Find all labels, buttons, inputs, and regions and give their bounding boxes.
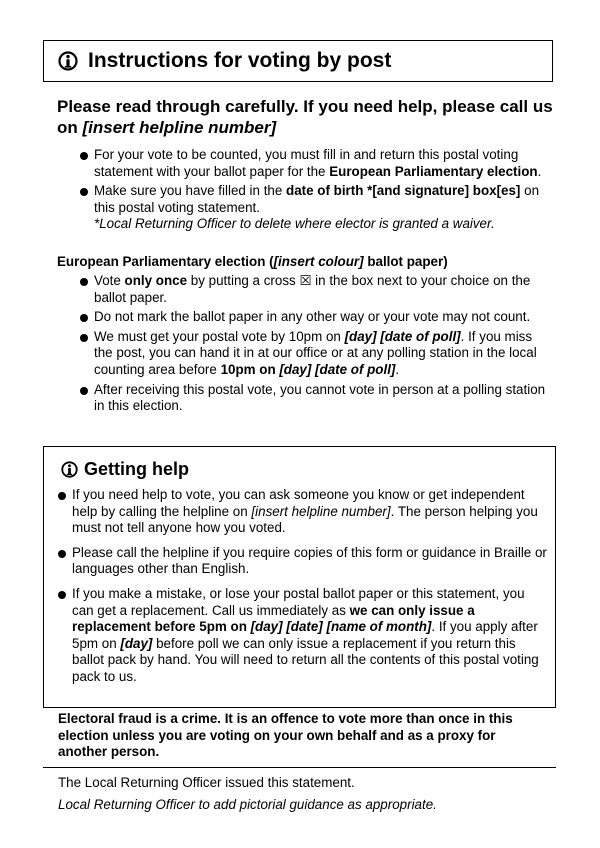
title-box [43,40,553,82]
list-item: We must get your postal vote by 10pm on [day] [date of poll]. If you miss the post, you can hand it in at our office or at any polling station in the local counting area before 10pm on [day] [date of poll]. [80,329,550,379]
list-item: Make sure you have filled in the date of birth *[and signature] box[es] on this postal voting statement. *Local Returning Officer to delete where elector is granted a waiver. [80,183,550,233]
list-item: Vote only once by putting a cross ☒ in the box next to your choice on the ballot paper. [80,273,550,306]
help-heading: Getting help [61,459,189,480]
info-icon [58,51,78,71]
divider [43,767,556,768]
help-list [58,487,548,694]
ballot-section-heading: European Parliamentary election ([insert colour] ballot paper) [57,254,448,269]
list-item: Please call the helpline if you require copies of this form or guidance in Braille or languages other than English. [58,545,548,578]
intro-text: Please read through carefully. If you need help, please call us on [insert helpline number] [57,97,553,137]
list-item: For your vote to be counted, you must fill in and return this postal voting statement with your ballot paper for the European Parliamentary election. [80,147,550,180]
guidance-note: Local Returning Officer to add pictorial guidance as appropriate. [58,797,437,812]
fraud-warning: Electoral fraud is a crime. It is an offence to vote more than once in this election unless you are voting on your own behalf and as a proxy for another person. [58,711,513,760]
issued-statement: The Local Returning Officer issued this statement. [58,775,355,790]
list-item: After receiving this postal vote, you cannot vote in person at a polling station in this election. [80,382,550,415]
ballot-instructions-list [80,273,550,418]
list-item: Do not mark the ballot paper in any other way or your vote may not count. [80,309,550,326]
helpline-placeholder: [insert helpline number] [82,118,277,137]
info-icon [61,461,78,478]
statement-list [80,147,550,236]
page-title: Instructions for voting by post [88,49,392,72]
list-item: If you need help to vote, you can ask someone you know or get independent help by calling the helpline on [insert helpline number]. The person helping you must not tell anyone how you voted. [58,487,548,537]
list-item: If you make a mistake, or lose your postal ballot paper or this statement, you can get a replacement. Call us immediately as we can only issue a replacement before 5pm on [day] [date] [name of month]. If you apply after 5pm on [day] before poll we can only issue a replacement if you return this ballot pack by hand. You will need to return all the contents of this postal voting pack to us. [58,586,548,686]
waiver-note: *Local Returning Officer to delete where elector is granted a waiver. [94,216,495,232]
cross-box-icon: ☒ [299,273,312,288]
